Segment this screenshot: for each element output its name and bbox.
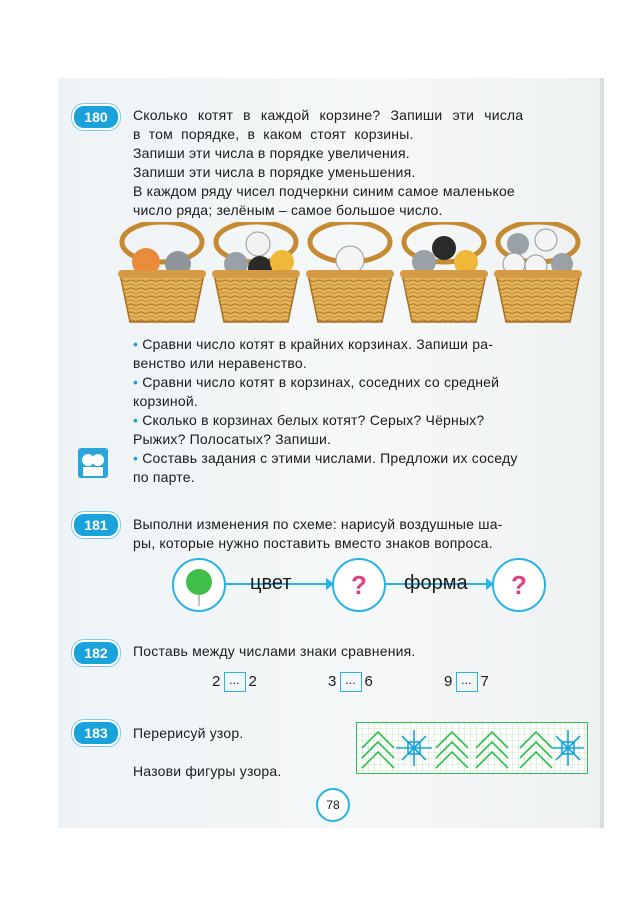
compare-box-2[interactable]: ... [340,672,362,692]
pattern-grid [356,722,588,774]
baskets-svg [116,222,586,332]
exercise-183-number: 183 [72,720,120,746]
exercise-180-number: 180 [72,104,120,130]
exercise-180-text [133,106,593,220]
bullet-1: • Сравни число котят в крайних корзинах. Запиши ра- [133,336,494,352]
bullet-4-cont: по парте. [133,469,195,485]
bullet-2: • Сравни число котят в корзинах, соседних со средней [133,374,500,390]
pattern-svg [356,722,588,774]
pair-work-svg [78,448,108,478]
exercise-181-number: 181 [72,512,120,538]
exercise-181-line-1: Выполни изменения по схеме: нарисуй воздушные ша- [133,516,503,532]
basket-5 [494,222,582,322]
green-balloon-icon [174,560,224,610]
exercise-181-line-2: ры, которые нужно поставить вместо знаков вопроса. [133,535,493,551]
compare-box-1[interactable]: ... [224,672,246,692]
question-circle-2: ? [492,558,546,612]
exercise-182-text: Поставь между числами знаки сравнения. [133,643,416,659]
basket-1 [118,222,206,322]
question-circle-1: ? [332,558,386,612]
exercise-180-line-4: Запиши эти числа в порядке уменьшения. [133,164,416,180]
exercise-180-line-2: в том порядке, в каком стоят корзины. [133,126,414,142]
exercise-183-line-1: Перерисуй узор. [133,725,244,741]
comparison-2: 3 ... 6 [328,672,373,692]
bullet-1-cont: венство или неравенство. [133,355,307,371]
label-shape: форма [404,572,468,594]
exercise-180-line-3: Запиши эти числа в порядке увеличения. [133,145,410,161]
exercise-182-number: 182 [72,640,120,666]
comparison-1: 2 ... 2 [212,672,257,692]
basket-2 [212,222,300,322]
exercise-180-bullets [133,335,593,487]
bullet-2-cont: корзиной. [133,393,198,409]
bullet-4: • Составь задания с этими числами. Предложи их соседу [133,450,518,466]
green-balloon-circle [172,558,226,612]
page-number: 78 [316,788,350,822]
bullet-3: • Сколько в корзинах белых котят? Серых? Чёрных? [133,412,485,428]
exercise-180-line-6: число ряда; зелёным – самое большое число. [133,202,443,218]
comparison-3: 9 ... 7 [444,672,489,692]
exercise-180-line-5: В каждом ряду чисел подчеркни синим самое маленькое [133,183,515,199]
exercise-181-text [133,515,593,553]
basket-3 [306,222,394,322]
page-spine [600,78,604,828]
bullet-3-cont: Рыжих? Полосатых? Запиши. [133,431,332,447]
kitten-baskets-illustration [116,222,586,332]
pair-work-icon [78,448,108,478]
basket-4 [400,222,488,322]
compare-box-3[interactable]: ... [456,672,478,692]
exercise-180-line-1: Сколько котят в каждой корзине? Запиши эти числа [133,107,524,123]
exercise-183-line-2: Назови фигуры узора. [133,763,282,779]
label-color: цвет [250,572,292,594]
